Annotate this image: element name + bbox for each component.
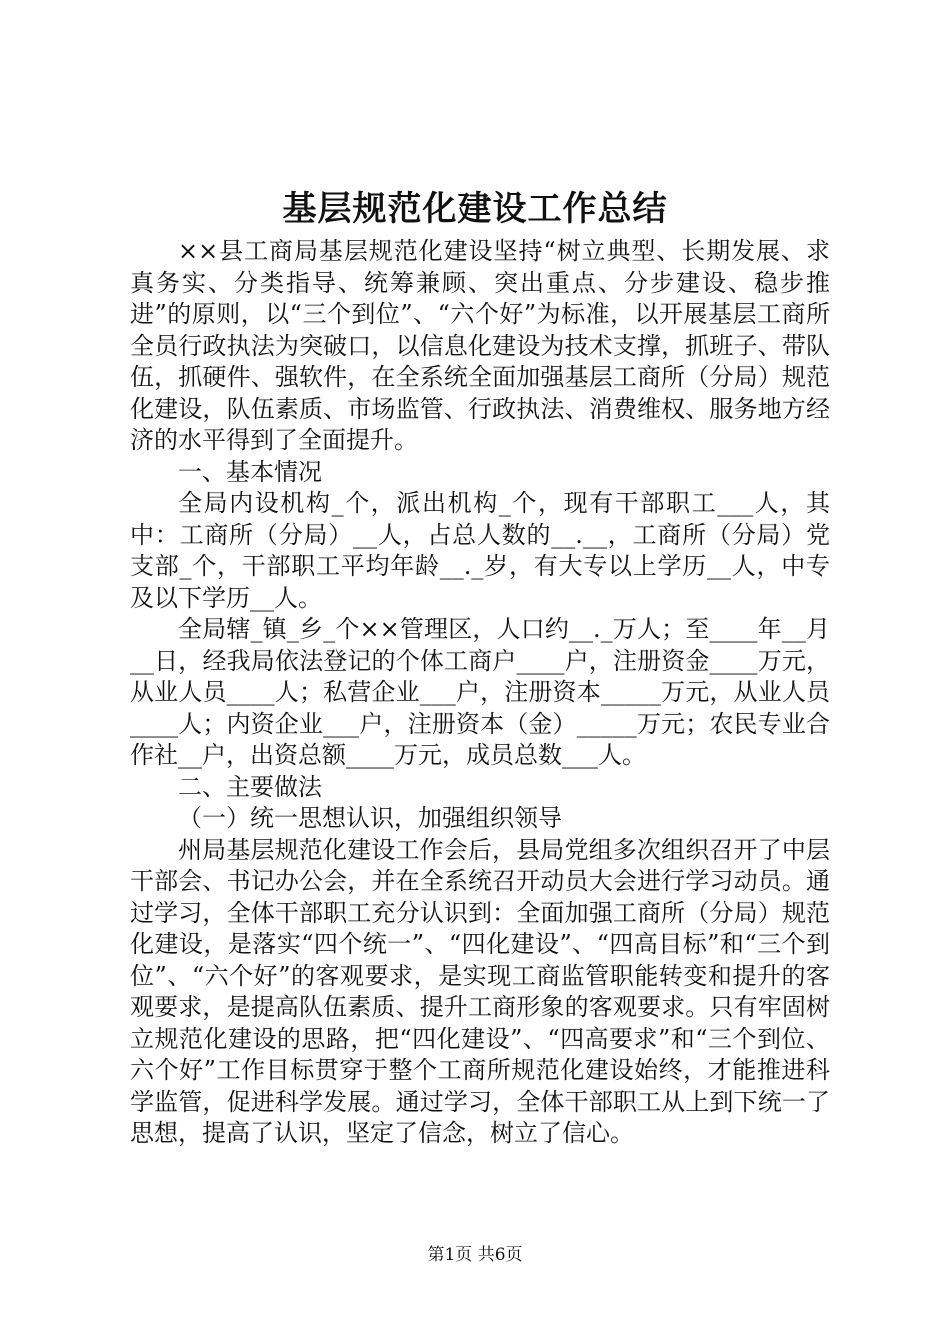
section-heading-main-practices: 二、主要做法 — [178, 772, 322, 801]
page-footer: 第1页 共6页 — [427, 1245, 523, 1265]
paragraph-intro: ××县工商局基层规范化建设坚持“树立典型、长期发展、求真务实、分类指导、统筹兼顾、突出重点、分步建设、稳步推进”的原则，以“三个到位”、“六个好”为标准，以开展基层工商所全员行政执法为突破口，以信息化建设为技术支撑，抓班子、带队伍，抓硬件、强软件，在全系统全面加强基层工商所（分局）规范化建设，队伍素质、市场监管、行政执法、消费维权、服务地方经济的水平得到了全面提升。 — [130, 237, 830, 454]
document-title: 基层规范化建设工作总结 — [282, 189, 668, 229]
paragraph-staff-overview: 全局内设机构_个，派出机构_个，现有干部职工___人，其中：工商所（分局）__人，占总人数的__.__，工商所（分局）党支部_个，干部职工平均年龄__._岁，有大专以上学历__人，中专及以下学历__人。 — [130, 489, 830, 612]
paragraph-unify-thinking: 州局基层规范化建设工作会后，县局党组多次组织召开了中层干部会、书记办公会，并在全系统召开动员大会进行学习动员。通过学习，全体干部职工充分认识到：全面加强工商所（分局）规范化建设，是落实“四个统一”、“四化建设”、“四高目标”和“三个到位”、“六个好”的客观要求，是实现工商监管职能转变和提升的客观要求，是提高队伍素质、提升工商形象的客观要求。只有牢固树立规范化建设的思路，把“四化建设”、“四高要求”和“三个到位、六个好”工作目标贯穿于整个工商所规范化建设始终，才能推进科学监管，促进科学发展。通过学习，全体干部职工从上到下统一了思想，提高了认识，坚定了信念，树立了信心。 — [130, 835, 830, 1147]
subsection-heading-unify-thinking: （一）统一思想认识，加强组织领导 — [178, 804, 562, 832]
section-heading-basic-situation: 一、基本情况 — [178, 457, 322, 486]
paragraph-jurisdiction-overview: 全局辖_镇_乡_个××管理区，人口约__._万人；至____年__月__日，经我局依法登记的个体工商户____户，注册资金____万元，从业人员____人；私营企业___户，注册资本_____万元，从业人员____人；内资企业___户，注册资本（金）_____万元；农民专业合作社__户，出资总额____万元，成员总数___人。 — [130, 615, 830, 769]
document-body — [130, 236, 830, 1150]
